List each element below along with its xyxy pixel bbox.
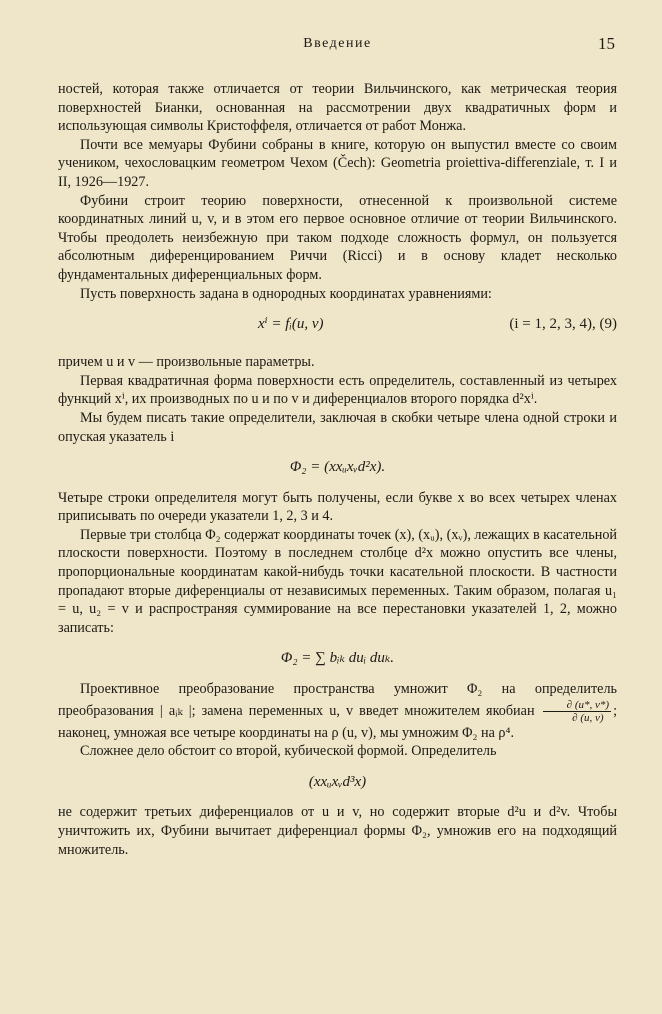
paragraph-surface-given: Пусть поверхность задана в однородных координатах уравнениями:	[80, 285, 492, 302]
equation-sum: Φ₂ = ∑ bᵢₖ duᵢ duₖ.	[280, 650, 395, 667]
paragraph-columns: Первые три столбца Φ₂ содержат координаты точек (x), (xᵤ), (xᵥ), лежащих в касательной плоскости поверхности. Поэтому в последнем столбце d²x можно опустить все члены, пропорциональные координатам какой-нибудь точки касательной плоскости. В частности пропадают вторые диференциалы от независимых переменных. Таким образом, полагая u₁ = u, u₂ = v и распространяя суммирование на все перестановки указателей 1, 2, можно записать:	[58, 526, 618, 636]
jacobian-denominator: ∂ (u, v)	[572, 711, 604, 724]
paragraph-final: не содержит третьих диференциалов от u и v, но содержит вторые d²u и d²v. Чтобы уничтожить их, Фубини вычитает диференциал формы Φ₂, умножив его на подходящий множитель.	[58, 804, 617, 858]
equation-9-lhs: xⁱ = fᵢ(u, v)	[258, 316, 324, 333]
paragraph-continuation: ностей, которая также отличается от теории Вильчинского, как метрическая теория поверхностей Бианки, основанная на рассмотрении двух квадратичных форм и использующая символы Кристоффеля, отличается от работ Монжа.	[58, 81, 617, 135]
body-text	[58, 80, 617, 859]
paragraph-four-rows: Четыре строки определителя могут быть получены, если букве x во всех четырех членах приписывать по очереди указатели 1, 2, 3 и 4.	[58, 489, 617, 525]
page-number: 15	[598, 34, 615, 53]
equation-cubic: (xxᵤxᵥd³x)	[308, 773, 367, 790]
jacobian-fraction	[543, 699, 611, 724]
paragraph-fubini-theory: Фубини строит теорию поверхности, отнесенной к произвольной системе координатных линий u, v, и в этом его первое основное отличие от теории Вильчинского. Чтобы преодолеть неизбежную при таком подходе сложность формул, он пользуется абсолютным диференцированием Риччи (Ricci) и в основу кладет несколько фундаментальных диференциальных форм.	[58, 192, 617, 283]
projective-text-b: ; наконец, умножая все четыре координаты на ρ (u, v), мы умножим Φ₂ на ρ⁴.	[58, 702, 618, 741]
paragraph-memoirs: Почти все мемуары Фубини собраны в книге, которую он выпустил вместе со своим учеником, чехословацким геометром Чехом (Čech): Geometria proiettiva-differenziale, т. I и II, 1926—1927.	[58, 136, 617, 190]
projective-text-a: Проективное преобразование пространства умножит Φ₂ на определитель преобразования | aᵢₖ |; замена переменных u, v введет множителем якобиан	[58, 681, 617, 719]
equation-9	[58, 315, 617, 337]
equation-9-number: (i = 1, 2, 3, 4), (9)	[509, 316, 617, 333]
paragraph-cubic-form: Сложнее дело обстоит со второй, кубической формой. Определитель	[80, 743, 497, 760]
jacobian-numerator: ∂ (u*, v*)	[543, 699, 611, 712]
paragraph-determinant-notation: Мы будем писать такие определители, заключая в скобки четыре члена одной строки и опуская указатель i	[58, 409, 617, 445]
paragraph-projective	[58, 680, 617, 742]
paragraph-quadratic-form: Первая квадратичная форма поверхности есть определитель, составленный из четырех функций xⁱ, их производных по u и по v и диференциалов второго порядка d²xⁱ.	[58, 372, 617, 408]
equation-phi2: Φ₂ = (xxᵤxᵥd²x).	[289, 459, 386, 476]
page-header	[58, 36, 617, 58]
paragraph-parameters: причем u и v — произвольные параметры.	[58, 354, 315, 371]
running-title: Введение	[303, 36, 372, 51]
